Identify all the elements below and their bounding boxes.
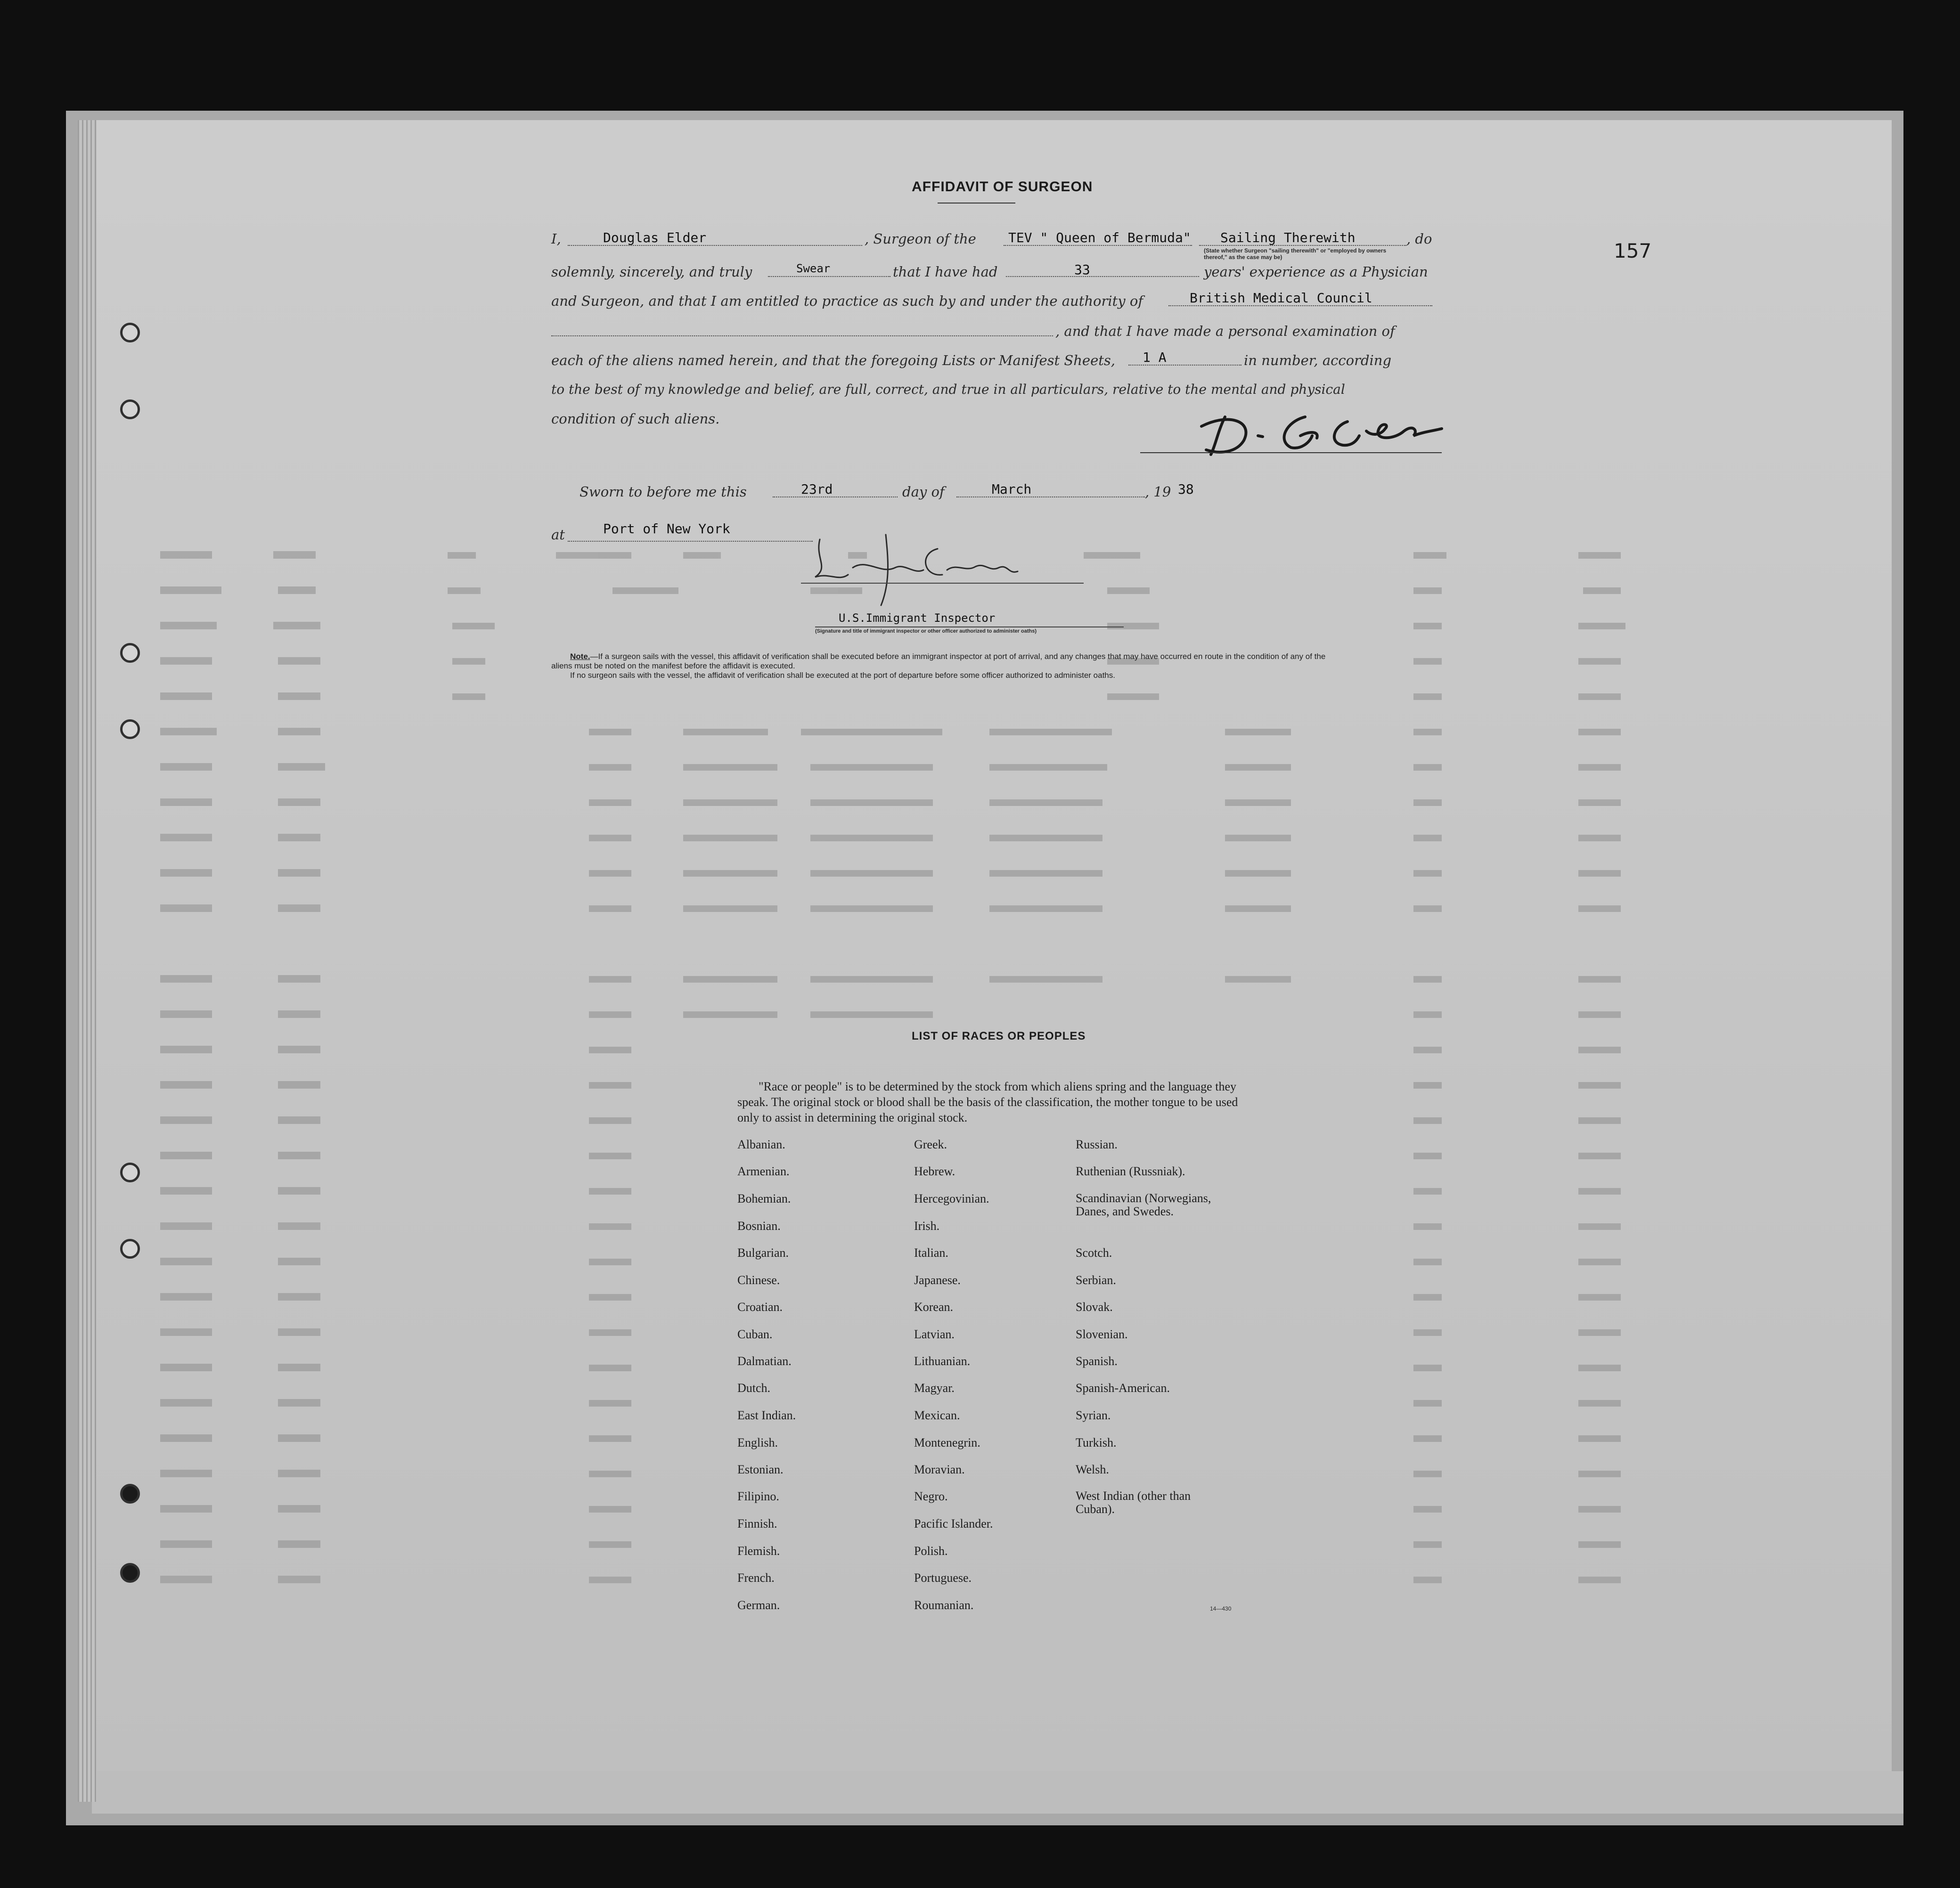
authority-line [1168,305,1432,306]
note-paragraph [551,652,1333,680]
binder-hole [120,643,140,663]
race-item: Hebrew. [914,1164,956,1178]
race-item: German. [737,1598,780,1612]
authority-continuation-line [551,335,1053,336]
race-item: Croatian. [737,1300,783,1314]
race-item: Slovak. [1076,1300,1113,1314]
race-item: Mexican. [914,1408,960,1422]
surgeon-signature [1192,403,1456,466]
race-item: Hercegovinian. [914,1192,989,1205]
race-item: Dutch. [737,1381,771,1395]
text-best-knowledge: to the best of my knowledge and belief, are full, correct, and true in all particulars, relative to the mental and physical [551,382,1345,397]
ship-name: TEV " Queen of Bermuda" [1008,230,1191,245]
oath-word: Swear [796,262,831,275]
race-item: Korean. [914,1300,954,1314]
race-item: West Indian (other than Cuban). [1076,1489,1191,1516]
sworn-month-line [956,496,1145,497]
ship-name-line [1004,245,1192,246]
race-item: Cuban. [737,1327,773,1341]
authority-value: British Medical Council [1190,290,1372,306]
inspector-title: U.S.Immigrant Inspector [839,611,996,625]
text-solemnly: solemnly, sincerely, and truly [551,264,752,280]
race-item: Lithuanian. [914,1354,971,1368]
race-item: Negro. [914,1489,948,1503]
race-item: Dalmatian. [737,1354,792,1368]
race-item: Scotch. [1076,1246,1112,1260]
race-item: Spanish-American. [1076,1381,1170,1395]
text-authority: and Surgeon, and that I am entitled to practice as such by and under the authority of [551,293,1143,309]
race-item: Bosnian. [737,1219,781,1233]
race-item: Roumanian. [914,1598,974,1612]
race-item: Greek. [914,1138,947,1151]
race-item: Armenian. [737,1164,790,1178]
inspector-signature-line [801,583,1084,584]
race-item: East Indian. [737,1408,796,1422]
race-item: Flemish. [737,1544,780,1558]
place-value: Port of New York [603,521,730,537]
race-item: Bulgarian. [737,1246,789,1260]
race-item: Bohemian. [737,1192,791,1205]
race-item: Serbian. [1076,1273,1116,1287]
text-surgeon-of: , Surgeon of the [865,231,976,247]
inspector-note: (Signature and title of immigrant inspector or other officer authorized to administer oaths) [815,628,1037,634]
race-item: Turkish. [1076,1436,1117,1449]
oath-line [768,276,890,277]
race-item: Japanese. [914,1273,961,1287]
text-years-experience: years' experience as a Physician [1204,264,1428,280]
race-item: Ruthenian (Russniak). [1076,1164,1185,1178]
race-item: Irish. [914,1219,940,1233]
race-item: Spanish. [1076,1354,1118,1368]
sworn-day: 23rd [801,481,833,497]
binder-hole [120,1484,140,1504]
note-body: —If a surgeon sails with the vessel, this affidavit of verification shall be executed before an immigrant inspector at port of arrival, and any changes that may have occurred en route in the condition of any of the aliens must be noted on the manifest before the affidavit is executed. [551,652,1326,670]
race-item: Slovenian. [1076,1327,1128,1341]
page-number: 157 [1614,239,1652,262]
affidavit-title: AFFIDAVIT OF SURGEON [912,179,1093,195]
sailing-status: Sailing Therewith [1220,230,1356,245]
surgeon-name: Douglas Elder [603,230,707,245]
race-item: Russian. [1076,1138,1118,1151]
form-code: 14—430 [1210,1605,1232,1612]
races-intro: "Race or people" is to be determined by the stock from which aliens spring and the language they speak. The original stock or blood shall be the basis of the classification, the mother tongue to be used only to assist in determining the original stock. [737,1080,1238,1124]
sworn-year: 38 [1178,481,1194,497]
text-at: at [551,527,565,543]
stacked-page-edges [78,120,97,1802]
sheets-line [1128,365,1241,366]
races-title: LIST OF RACES OR PEOPLES [912,1030,1086,1042]
race-item: Syrian. [1076,1408,1111,1422]
race-item: Polish. [914,1544,948,1558]
text-in-number: in number, according [1244,352,1392,368]
race-item: Italian. [914,1246,948,1260]
underlying-sheet-edge [92,1771,1903,1814]
sailing-note: (State whether Surgeon "sailing therewith" or "employed by owners thereof," as the case may be) [1204,247,1387,260]
binder-hole [120,1239,140,1259]
race-item: Finnish. [737,1517,777,1530]
signature-line [1140,452,1442,453]
text-year-prefix: , 19 [1145,484,1171,500]
binder-hole [120,323,140,342]
race-item: Montenegrin. [914,1436,980,1449]
race-item: Latvian. [914,1327,955,1341]
race-item: Portuguese. [914,1571,972,1585]
text-condition: condition of such aliens. [551,411,720,427]
race-item: Scandinavian (Norwegians, Danes, and Swedes. [1076,1191,1211,1218]
note-label: Note. [570,652,590,661]
place-line [568,541,813,542]
sailing-status-line [1199,245,1406,246]
binder-hole [120,719,140,739]
sworn-day-line [773,496,898,497]
sworn-month: March [992,481,1032,497]
race-item: Welsh. [1076,1463,1109,1476]
note-body-2: If no surgeon sails with the vessel, the affidavit of verification shall be executed at the port of departure before some officer authorized to administer oaths. [570,671,1115,680]
years-value: 33 [1074,262,1090,277]
race-item: Filipino. [737,1489,779,1503]
race-item: Albanian. [737,1138,785,1151]
text-foregoing-lists: each of the aliens named herein, and that the foregoing Lists or Manifest Sheets, [551,352,1116,368]
inspector-signature [801,530,1065,612]
surgeon-name-line [568,245,862,246]
race-item: Chinese. [737,1273,780,1287]
text-day-of: day of [902,484,945,500]
binder-hole [120,399,140,419]
race-item: English. [737,1436,778,1449]
sheets-value: 1 A [1143,350,1167,365]
race-item: Magyar. [914,1381,955,1395]
text-personal-examination: , and that I have made a personal examination of [1055,323,1395,339]
race-item: French. [737,1571,775,1585]
text-sworn: Sworn to before me this [580,484,747,500]
years-line [1006,276,1199,277]
race-item: Estonian. [737,1463,784,1476]
text-do: , do [1406,231,1432,247]
text-i: I, [551,231,561,247]
race-item: Moravian. [914,1463,965,1476]
binder-hole [120,1563,140,1583]
binder-hole [120,1163,140,1182]
race-item: Pacific Islander. [914,1517,993,1530]
text-that-i-have-had: that I have had [893,264,998,280]
